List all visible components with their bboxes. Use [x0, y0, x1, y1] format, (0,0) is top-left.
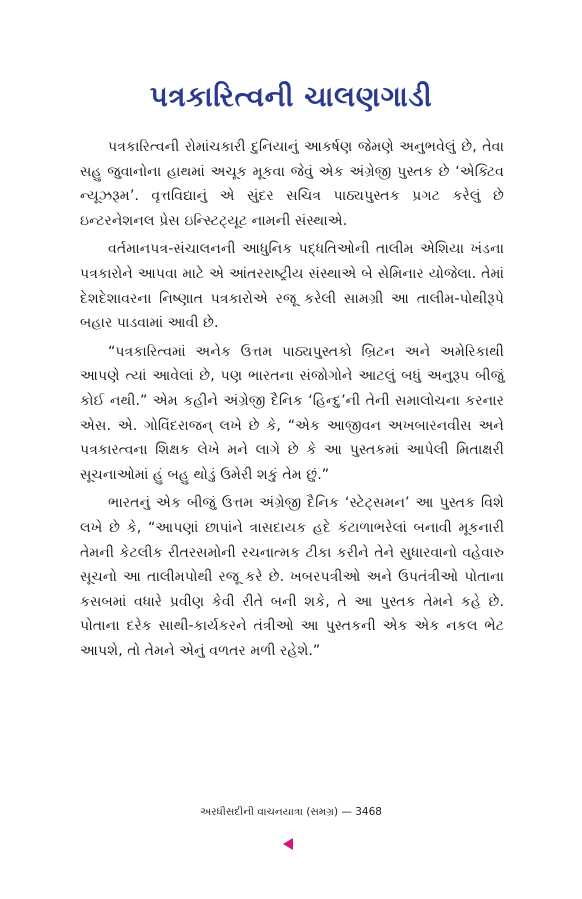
paragraph-2: વર્તમાનપત્ર-સંચાલનની આધુનિક પદ્ધતિઓની તાલીમ એશિયા ખંડના પત્રકારોને આપવા માટે એ આંતરરાષ્ટ્રીય સંસ્થાએ બે સેમિનાર યોજેલા. તેમાં દેશદેશાવરના નિષ્ણાત પત્રકારોએ રજૂ કરેલી સામગ્રી આ તાલીમ-પોથીરૂપે બહાર પાડવામાં આવી છે.	[80, 241, 504, 332]
article-body	[80, 135, 504, 667]
paragraph-4: ભારતનું એક બીજું ઉત્તમ અંગ્રેજી દૈનિક ‘સ્ટેટ્સમન’ આ પુસ્તક વિશે લખે છે કે, “આપણાં છાપાંને ત્રાસદાયક હદે કંટાળાભરેલાં બનાવી મૂકનારી તેમની કેટલીક રીતરસમોની રચનાત્મક ટીકા કરીને તેને સુધારવાનો વહેવારુ સૂચનો આ તાલીમપોથી રજૂ કરે છે. ખબરપત્રીઓ અને ઉપતંત્રીઓ પોતાના કસબમાં વધારે પ્રવીણ કેવી રીતે બની શકે, તે આ પુસ્તક તેમને કહે છે. પોતાના દરેક સાથી-કાર્યકરને તંત્રીઓ આ પુસ્તકની એક એક નકલ ભેટ આપશે, તો તેમને એનું વળતર મળી રહેશે.”	[80, 495, 504, 659]
paragraph-1: પત્રકારિત્વની રોમાંચકારી દુનિયાનું આકર્ષણ જેમણે અનુભવેલું છે, તેવા સહુ જુવાનોના હાથમાં અચૂક મૂકવા જેવું એક અંગ્રેજી પુસ્તક છે ‘એક્ટિવ ન્યૂઝરૂમ’. વૃત્તવિદ્યાનું એ સુંદર સચિત્ર પાઠ્યપુસ્તક પ્રગટ કરેલું છે ઇન્ટરનેશનલ પ્રેસ ઇન્સ્ટિટ્યૂટ નામની સંસ્થાએ.	[80, 139, 504, 229]
paragraph-3: “પત્રકારિત્વમાં અનેક ઉત્તમ પાઠ્યપુસ્તકો બ્રિટન અને અમેરિકાથી આપણે ત્યાં આવેલાં છે, પણ ભારતના સંજોગોને આટલું બધું અનુરૂપ બીજું કોઈ નથી.” એમ કહીને અંગ્રેજી દૈનિક ‘હિન્દુ’ની તેની સમાલોચના કરનાર એસ. એ. ગોવિંદરાજન્ લખે છે કે, “એક આજીવન અખબારનવીસ અને પત્રકારત્વના શિક્ષક લેખે મને લાગે છે કે આ પુસ્તકમાં આપેલી મિતાક્ષરી સૂચનાઓમાં હું બહુ થોડું ઉમેરી શકું તેમ છું.”	[80, 343, 504, 483]
page-footer: અરધીસદીની વાચનયાત્રા (સમગ્ર) — 3468	[200, 806, 382, 818]
previous-page-icon[interactable]	[283, 838, 293, 850]
page-title: પત્રકારિત્વની ચાલણગાડી	[149, 80, 433, 113]
